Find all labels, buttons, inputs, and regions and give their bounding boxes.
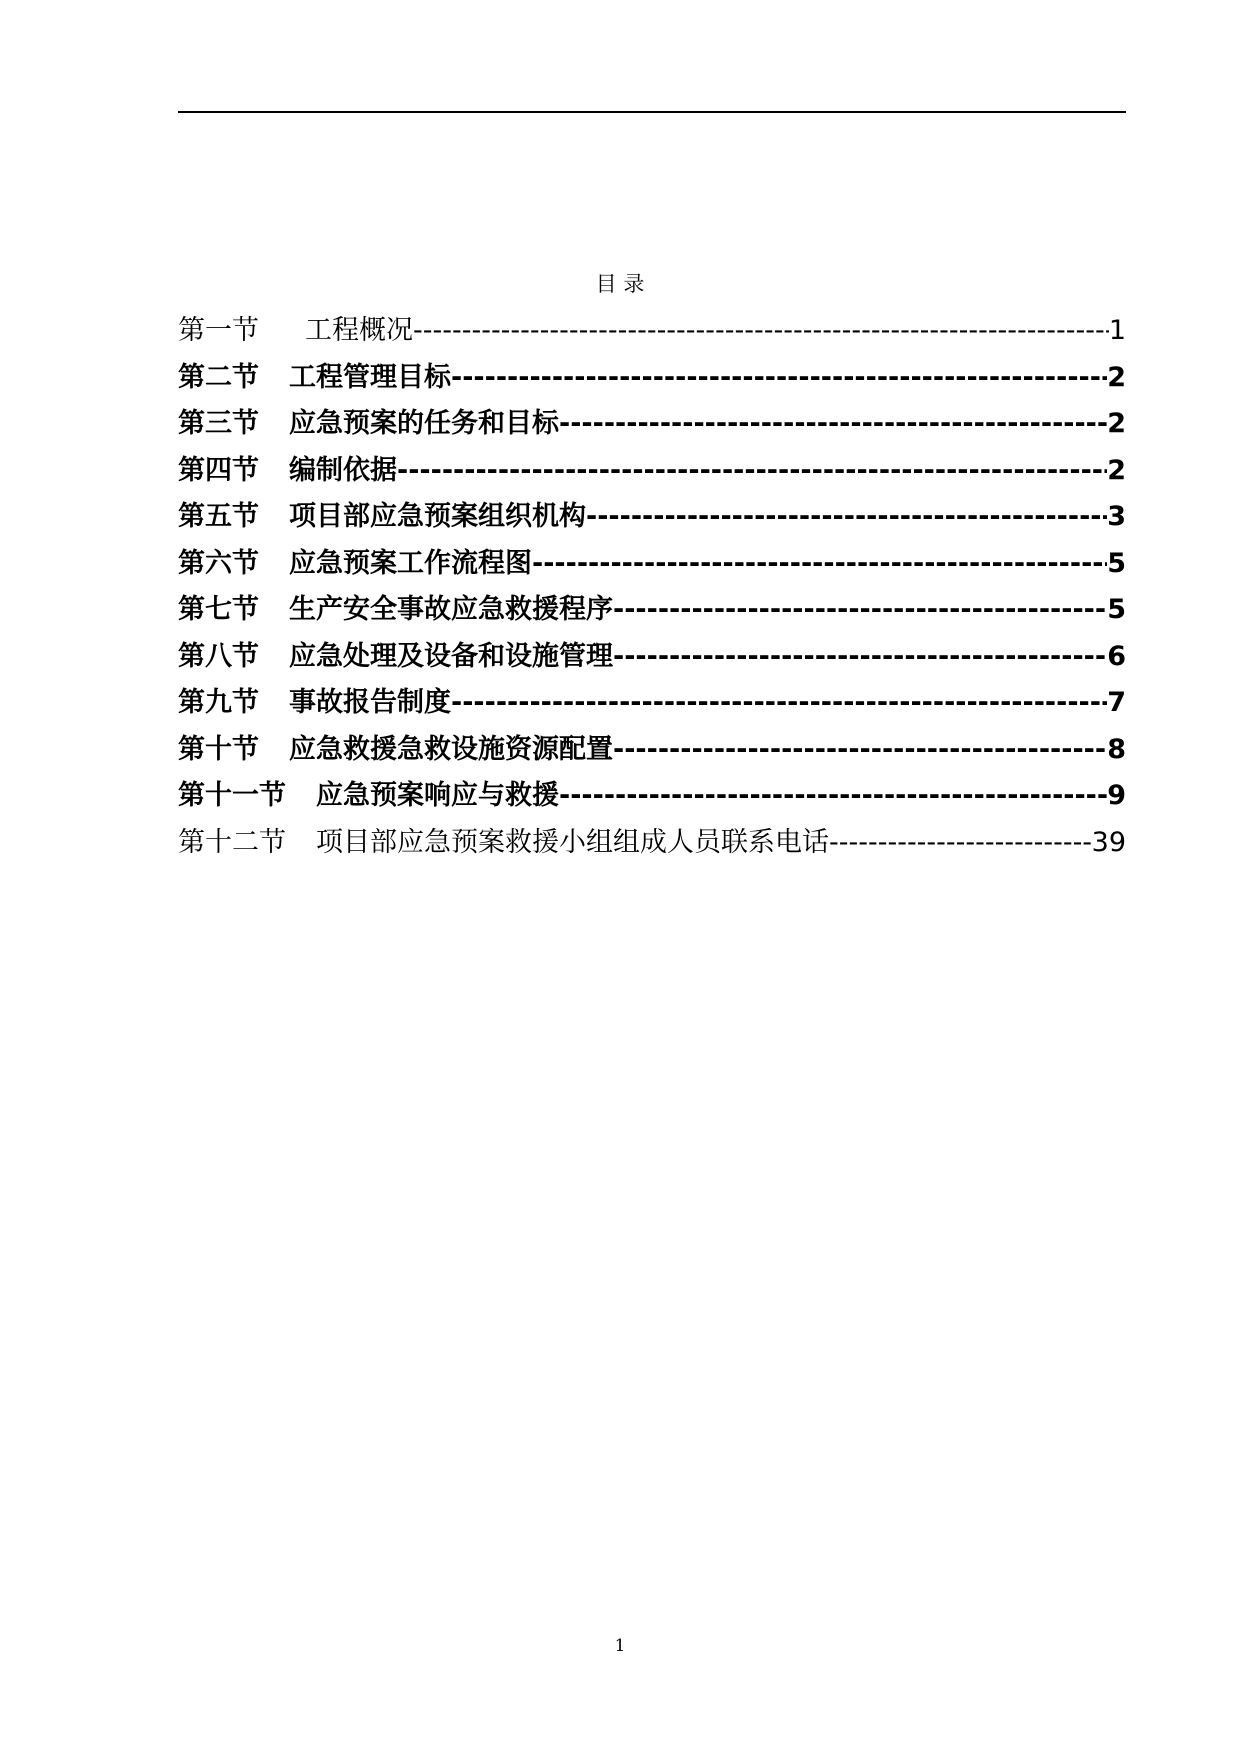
toc-title: 目 录 [595, 272, 645, 296]
toc-section-number: 第十一节 [178, 780, 286, 811]
toc-entry[interactable] [178, 820, 1126, 867]
toc-dot-leader [451, 355, 1107, 402]
toc-section-title: 生产安全事故应急救援程序 [289, 594, 613, 625]
toc-section-title: 事故报告制度 [289, 687, 451, 718]
toc-page-number: 2 [1107, 408, 1126, 439]
toc-dot-leader [413, 308, 1109, 355]
toc-section-title: 应急预案的任务和目标 [289, 408, 559, 439]
toc-dot-leader [532, 541, 1107, 588]
toc-section-title: 工程管理目标 [289, 361, 451, 393]
toc-section-number: 第五节 [178, 501, 259, 532]
toc-entry[interactable] [178, 587, 1126, 634]
toc-section-number: 第十二节 [178, 826, 286, 858]
toc-section-title: 应急处理及设备和设施管理 [289, 640, 613, 672]
page-number: 1 [614, 1636, 626, 1656]
toc-page-number: 6 [1107, 640, 1126, 672]
toc-page-number: 1 [1108, 315, 1126, 346]
toc-section-number: 第一节 [178, 315, 259, 346]
toc-section-number: 第三节 [178, 408, 259, 439]
toc-dot-leader [559, 401, 1107, 448]
toc-section-title: 项目部应急预案救援小组组成人员联系电话 [316, 826, 829, 858]
toc-dot-leader [613, 634, 1107, 681]
toc-dot-leader [613, 727, 1107, 774]
toc-section-title: 应急救援急救设施资源配置 [289, 733, 613, 765]
toc-page-number: 3 [1107, 501, 1126, 532]
toc-page-number: 5 [1107, 547, 1126, 579]
toc-dot-leader [451, 680, 1107, 727]
toc-dot-leader [613, 587, 1107, 634]
toc-page-number: 39 [1091, 826, 1126, 858]
toc-page-number: 7 [1107, 687, 1126, 718]
toc-section-number: 第四节 [178, 454, 259, 486]
toc-dot-leader [829, 820, 1092, 867]
toc-section-number: 第九节 [178, 687, 259, 718]
toc-entry[interactable] [178, 773, 1126, 820]
toc-section-number: 第六节 [178, 547, 259, 579]
toc-dot-leader [397, 448, 1107, 495]
toc-section-number: 第十节 [178, 733, 259, 765]
toc-dot-leader [559, 773, 1107, 820]
toc-page-number: 8 [1107, 733, 1126, 765]
toc-entry[interactable] [178, 355, 1126, 402]
toc-section-title: 工程概况 [305, 315, 413, 346]
toc-section-number: 第八节 [178, 640, 259, 672]
toc-section-title: 项目部应急预案组织机构 [289, 501, 586, 532]
table-of-contents [178, 308, 1126, 866]
toc-section-title: 应急预案响应与救援 [316, 780, 559, 811]
toc-section-title: 编制依据 [289, 454, 397, 486]
toc-entry[interactable] [178, 448, 1126, 495]
toc-section-number: 第二节 [178, 361, 259, 393]
toc-entry[interactable] [178, 401, 1126, 448]
toc-page-number: 2 [1107, 361, 1126, 393]
toc-page-number: 2 [1107, 454, 1126, 486]
toc-entry[interactable] [178, 494, 1126, 541]
toc-entry[interactable] [178, 541, 1126, 588]
toc-dot-leader [586, 494, 1107, 541]
header-rule [178, 111, 1126, 113]
toc-entry[interactable] [178, 727, 1126, 774]
toc-entry[interactable] [178, 634, 1126, 681]
toc-page-number: 9 [1107, 780, 1126, 811]
toc-page-number: 5 [1107, 594, 1126, 625]
toc-entry[interactable] [178, 680, 1126, 727]
toc-section-title: 应急预案工作流程图 [289, 547, 532, 579]
toc-entry[interactable] [178, 308, 1126, 355]
toc-section-number: 第七节 [178, 594, 259, 625]
